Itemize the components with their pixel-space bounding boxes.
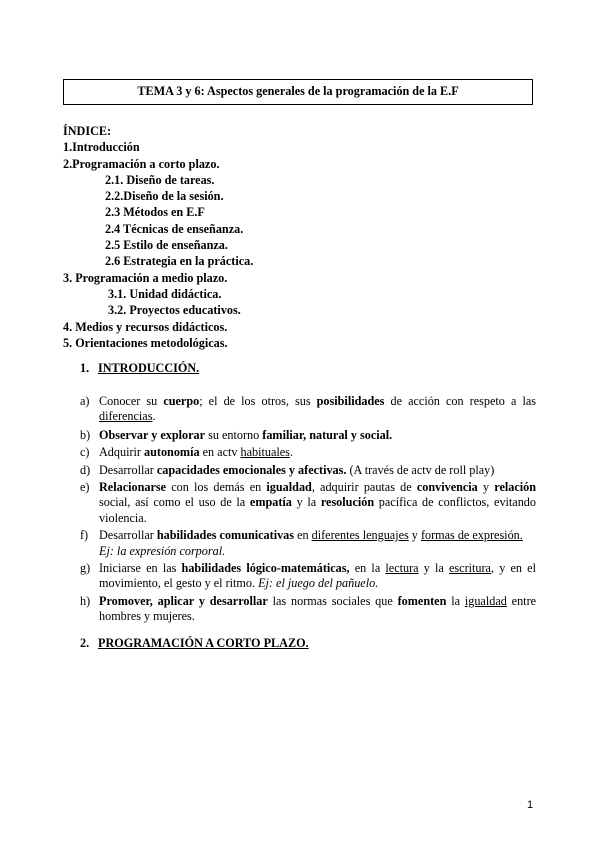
list-text: Relacionarse con los demás en igualdad, adquirir pautas de convivencia y relación social, así como el uso de la empatía y la resolución pacífica de conflictos, evitando violencia. xyxy=(99,480,537,525)
section-title: PROGRAMACIÓN A CORTO PLAZO. xyxy=(98,636,309,650)
objectives-list xyxy=(80,394,536,625)
list-text: Observar y explorar su entorno familiar, natural y social. xyxy=(99,427,393,442)
list-label: b) xyxy=(80,427,91,442)
list-label: e) xyxy=(80,480,90,495)
list-label: a) xyxy=(80,394,90,408)
list-item xyxy=(80,480,536,526)
list-label: g) xyxy=(80,561,91,576)
toc-item: 3.2. Proyectos educativos. xyxy=(108,303,241,318)
toc-item: 2.6 Estrategia en la práctica. xyxy=(105,254,254,269)
page-number: 1 xyxy=(527,799,534,811)
list-item xyxy=(80,528,536,559)
toc-item: 2.1. Diseño de tareas. xyxy=(105,172,215,187)
list-text: Promover, aplicar y desarrollar las normas sociales que fomenten la igualdad entre hombres y mujeres. xyxy=(99,593,537,624)
toc-item: 2.2.Diseño de la sesión. xyxy=(105,189,224,204)
toc-item: 2.4 Técnicas de enseñanza. xyxy=(105,221,244,236)
toc-item: 1.Introducción xyxy=(63,140,140,155)
section-heading-short-term xyxy=(80,636,309,651)
toc-item: 2.5 Estilo de enseñanza. xyxy=(105,238,228,253)
list-label: c) xyxy=(80,445,90,460)
toc-item: 2.3 Métodos en E.F xyxy=(105,205,205,220)
list-item xyxy=(80,463,536,478)
section-number: 1. xyxy=(80,361,90,375)
list-text: Iniciarse en las habilidades lógico-matemáticas, en la lectura y la escritura, y en el movimiento, el gesto y el ritmo. Ej: el juego del pañuelo. xyxy=(99,561,536,591)
toc-item: 3. Programación a medio plazo. xyxy=(63,270,228,285)
toc-item: 4. Medios y recursos didácticos. xyxy=(63,319,228,334)
section-number: 2. xyxy=(80,636,90,650)
document-title: TEMA 3 y 6: Aspectos generales de la programación de la E.F xyxy=(63,79,533,105)
list-label: f) xyxy=(80,528,89,543)
toc-item: 2.Programación a corto plazo. xyxy=(63,156,220,171)
list-label: h) xyxy=(80,593,91,608)
toc-item: 5. Orientaciones metodológicas. xyxy=(63,335,228,350)
toc-heading: ÍNDICE: xyxy=(63,124,112,138)
table-of-contents xyxy=(63,124,543,352)
list-label: d) xyxy=(80,462,91,477)
list-text: Desarrollar capacidades emocionales y afectivas. (A través de actv de roll play) xyxy=(99,462,495,477)
list-item xyxy=(80,561,536,592)
list-item xyxy=(80,394,536,425)
section-title: INTRODUCCIÓN. xyxy=(98,361,200,375)
list-text: Adquirir autonomía en actv habituales. xyxy=(99,445,293,460)
list-item xyxy=(80,428,536,443)
list-text: Conocer su cuerpo; el de los otros, sus posibilidades de acción con respeto a las diferencias. xyxy=(99,394,536,424)
toc-item: 3.1. Unidad didáctica. xyxy=(108,286,222,301)
section-heading-introduction xyxy=(80,361,199,376)
list-item xyxy=(80,445,536,460)
list-item xyxy=(80,594,536,625)
list-text: Desarrollar habilidades comunicativas en diferentes lenguajes y formas de expresión. Ej: la expresión corporal. xyxy=(99,528,523,558)
